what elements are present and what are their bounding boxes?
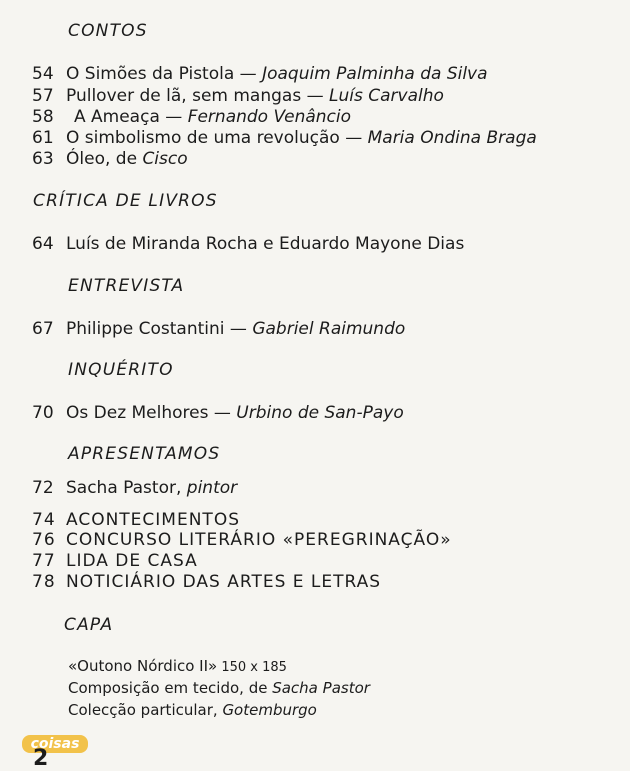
page-number: 76 — [32, 530, 56, 550]
separator: — — [208, 403, 237, 423]
cover-dimensions: 150 x 185 — [217, 660, 287, 675]
entry-title: Os Dez Melhores — [66, 403, 209, 423]
entry-title: Óleo, de — [66, 149, 143, 169]
entry-title: O simbolismo de uma revolução — [66, 128, 340, 148]
section-heading-entrevista: ENTREVISTA — [68, 276, 185, 296]
page-number: 58 — [32, 107, 54, 127]
entry-author: pintor — [186, 478, 238, 498]
separator: — — [224, 319, 253, 339]
toc-entry — [32, 234, 464, 254]
cover-collection-line — [68, 701, 317, 720]
entry-title: Philippe Costantini — [66, 319, 225, 339]
cover-collection: Colecção particular, — [68, 701, 223, 719]
entry-title: CONCURSO LITERÁRIO «PEREGRINAÇÃO» — [66, 530, 452, 550]
toc-entry — [32, 149, 188, 169]
cover-technique: Composição em tecido, de — [68, 679, 273, 697]
separator: — — [301, 86, 329, 106]
page-number: 64 — [32, 234, 54, 254]
page-number: 74 — [32, 510, 56, 530]
toc-entry — [32, 107, 351, 127]
page-number: 54 — [32, 64, 54, 84]
entry-author: Luís Carvalho — [329, 86, 444, 106]
page-number: 77 — [32, 551, 56, 571]
cover-technique-line — [68, 679, 370, 698]
watermark-logo: coisas — [22, 735, 88, 753]
toc-entry — [32, 64, 488, 84]
cover-title: «Outono Nórdico II» — [68, 657, 218, 675]
entry-title: LIDA DE CASA — [66, 551, 198, 571]
entry-title: Sacha Pastor, — [66, 478, 187, 498]
separator: — — [159, 107, 188, 127]
separator: — — [234, 64, 263, 84]
separator: — — [339, 128, 368, 148]
entry-title: Luís de Miranda Rocha e Eduardo Mayone Dias — [66, 234, 465, 254]
toc-entry — [32, 86, 444, 106]
page-number: 72 — [32, 478, 54, 498]
toc-entry — [32, 551, 198, 571]
section-heading-inquerito: INQUÉRITO — [68, 360, 174, 380]
cover-location: Gotemburgo — [222, 701, 317, 719]
toc-entry — [32, 478, 237, 498]
toc-entry — [32, 510, 240, 530]
entry-author: Maria Ondina Braga — [367, 128, 537, 148]
section-heading-contos: CONTOS — [68, 21, 148, 41]
entry-title: ACONTECIMENTOS — [66, 510, 240, 530]
entry-title: A Ameaça — [74, 107, 160, 127]
cover-artist: Sacha Pastor — [272, 679, 370, 697]
toc-entry — [32, 128, 537, 148]
section-heading-apresentamos: APRESENTAMOS — [68, 444, 221, 464]
page-number-footer: 2 — [33, 746, 49, 771]
page-number: 61 — [32, 128, 54, 148]
entry-author: Cisco — [142, 149, 188, 169]
toc-entry — [32, 403, 404, 423]
entry-author: Fernando Venâncio — [187, 107, 352, 127]
toc-entry — [32, 319, 405, 339]
page-number: 78 — [32, 572, 56, 592]
cover-title-line — [68, 657, 287, 677]
entry-author: Joaquim Palminha da Silva — [262, 64, 488, 84]
entry-title: O Simões da Pistola — [66, 64, 235, 84]
entry-title: NOTICIÁRIO DAS ARTES E LETRAS — [66, 572, 382, 592]
entry-author: Gabriel Raimundo — [252, 319, 406, 339]
page-number: 63 — [32, 149, 54, 169]
entry-title: Pullover de lã, sem mangas — [66, 86, 302, 106]
toc-entry — [32, 572, 381, 592]
section-heading-capa: CAPA — [64, 615, 114, 635]
entry-author: Urbino de San-Payo — [236, 403, 404, 423]
page-number: 70 — [32, 403, 54, 423]
page-number: 57 — [32, 86, 54, 106]
toc-entry — [32, 530, 452, 550]
section-heading-critica: CRÍTICA DE LIVROS — [33, 191, 218, 211]
page-number: 67 — [32, 319, 54, 339]
